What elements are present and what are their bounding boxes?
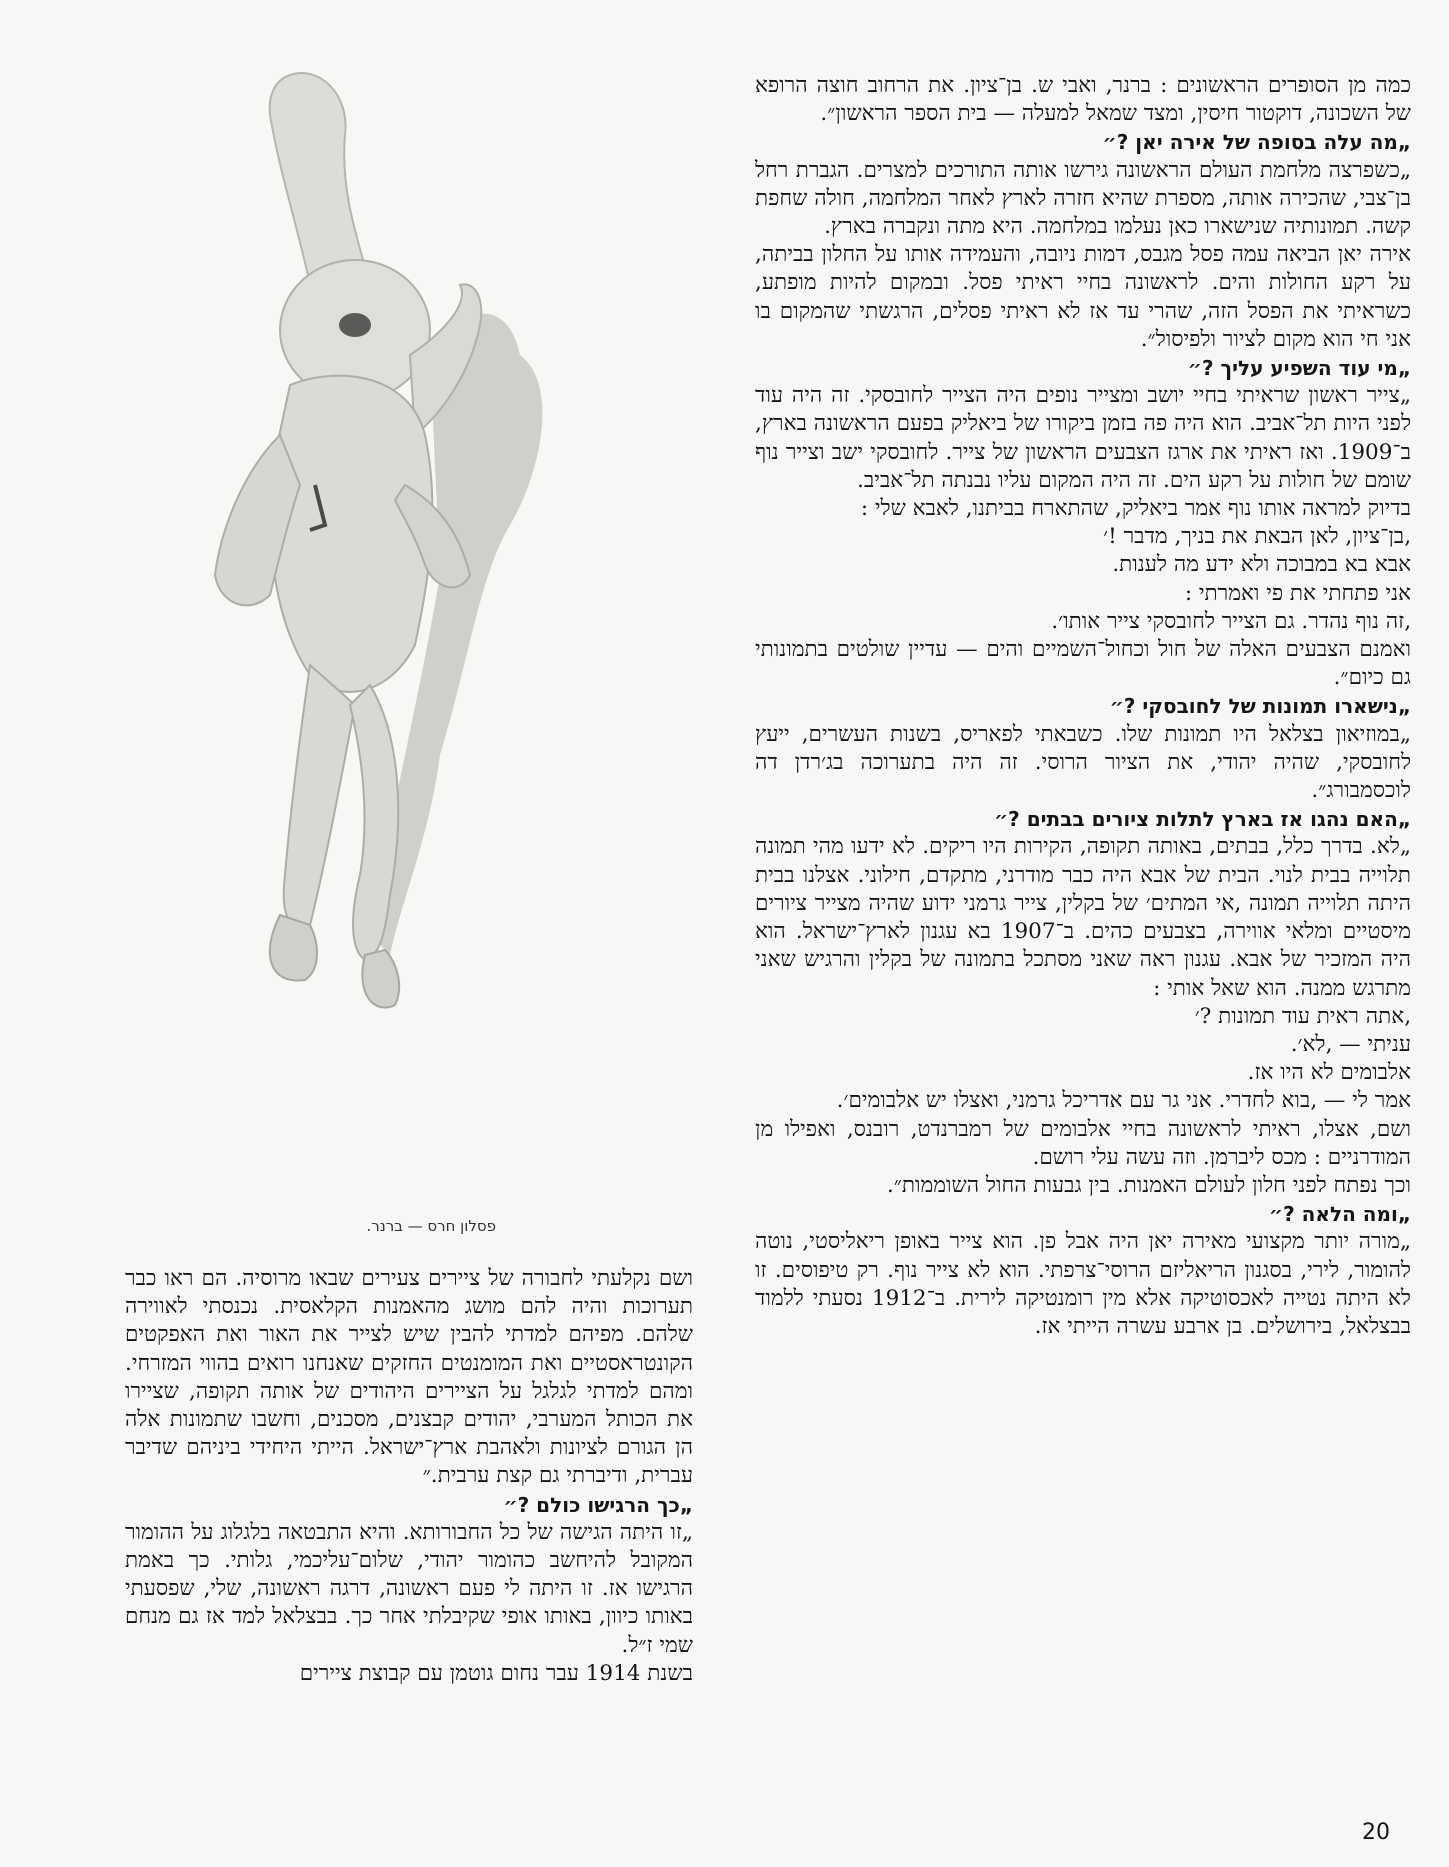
paragraph: „זו היתה הגישה של כל החבורותא. והיא התבטאה בלגלוג על ההומור המקובל להיחשב כהומור יהודי, שלום־עליכמי, גלותי. כך באמת הרגישו אז. זו היתה לי פעם ראשונה, דרגה ראשונה, שלי, שפסעתי באותו כיוון, באותו אופי שקיבלתי אחר כך. בבצלאל למד אז גם מנחם שמי ז״ל.: [125, 1519, 693, 1658]
paragraph: ‚זה נוף נהדר. גם הצייר לחובסקי צייר אותו׳.: [1051, 608, 1411, 634]
paragraph: בשנת 1914 עבר נחום גוטמן עם קבוצת ציירים: [299, 1660, 693, 1686]
paragraph: אבא בא במבוכה ולא ידע מה לענות.: [1112, 552, 1411, 578]
question-heading: „כך הרגישו כולם ?״: [503, 1492, 693, 1517]
paragraph: ואמנם הצבעים האלה של חול וכחול־השמיים והים — עדיין שולטים בתמונותי גם כיום״.: [755, 637, 1411, 691]
right-text-column: [755, 72, 1411, 1341]
paragraph: „צייר ראשון שראיתי בחיי יושב ומצייר נופים היה הצייר לחובסקי. זה היה עוד לפני היות תל־אביב. הוא היה פה בזמן ביקורו של ביאליק בפעם הראשונה בארץ, ב־1909. ואז ראיתי את ארגז הצבעים הראשון של צייר. לחובסקי ישב וצייר נוף שומם של חולות על רקע הים. זה היה המקום עליו נבנתה תל־אביב.: [755, 383, 1411, 493]
figure-caption: פסלון חרס — ברנר.: [366, 1217, 496, 1235]
paragraph: „מורה יותר מקצועי מאירה יאן היה אבל פן. הוא צייר באופן ריאליסטי, נוטה להומור, לירי, בסגנון הריאליזם הרוסי־צרפתי. הוא לא צייר נוף. רק טיפוסים. זו לא היתה נטייה לאכסוטיקה אלא מין רומנטיקה לירית. ב־1912 נסעתי ללמוד בבצלאל, בירושלים. בן ארבע עשרה הייתי אז.: [755, 1229, 1411, 1339]
question-heading: „מה עלה בסופה של אירה יאן ?״: [1102, 130, 1411, 155]
paragraph: בדיוק למראה אותו נוף אמר ביאליק, שהתארח בביתנו, לאבא שלי :: [860, 496, 1411, 522]
paragraph: ‚אתה ראית עוד תמונות ?׳: [1194, 1003, 1411, 1029]
question-heading: „מי עוד השפיע עליך ?״: [1187, 356, 1411, 381]
paragraph: וכך נפתח לפני חלון לעולם האמנות. בין גבעות החול השוממות״.: [886, 1172, 1411, 1198]
paragraph: „במוזיאון בצלאל היו תמונות שלו. כשבאתי לפאריס, בשנות העשרים, ייעץ לחובסקי, שהיה יהודי, את הציור הרוסי. זה היה בתערוכה בג׳רדן דה לוכסמבורג״.: [755, 721, 1411, 804]
paragraph: אירה יאן הביאה עמה פסל מגבס, דמות ניובה, והעמידה אותו על החלון בביתה, על רקע החולות והים. לראשונה בחיי ראיתי פסל. ובמקום להיות מופתע, כשראיתי את הפסל הזה, שהרי עד אז לא ראיתי פסלים, הרגשתי שהמקום בו אני חי הוא מקום לציור ולפיסול״.: [755, 242, 1411, 352]
paragraph: אמר לי — ‚בוא לחדרי. אני גר עם אדריכל גרמני, ואצלו יש אלבומים׳.: [836, 1088, 1411, 1114]
paragraph: אלבומים לא היו אז.: [1247, 1060, 1411, 1086]
paragraph: אני פתחתי את פי ואמרתי :: [1184, 580, 1411, 606]
left-text-column: [125, 1265, 693, 1688]
paragraph: עניתי — ‚לא׳.: [1290, 1031, 1411, 1057]
paragraph: כמה מן הסופרים הראשונים : ברנר, ואבי ש. בן־ציון. את הרחוב חוצה הרופא של השכונה, דוקטור חיסין, ומצד שמאל למעלה — בית הספר הראשון״.: [755, 73, 1411, 127]
paragraph: ושם נקלעתי לחבורה של ציירים צעירים שבאו מרוסיה. הם ראו כבר תערוכות והיה להם מושג מהאמנות הקלאסית. נכנסתי לאווירה שלהם. מפיהם למדתי להבין שיש לצייר את האור ואת האפקטים הקונטראסטיים ואת המומנטים החזקים שאנחנו רואים בהווי המזרחי. ומהם למדתי לגלגל על הציירים היהודים של אותה תקופה, שציירו את הכותל המערבי, יהודים קבצנים, מסכנים, וחשבו שתמונות אלה הן הגורם לציונות ולאהבת ארץ־ישראל. הייתי היחידי ביניהם שדיבר עברית, ודיברתי גם קצת ערבית.״: [125, 1266, 693, 1489]
paragraph: „כשפרצה מלחמת העולם הראשונה גירשו אותה התורכים למצרים. הגברת רחל בן־צבי, שהכירה אותה, מספרת שהיא חזרה לארץ לאחר המלחמה, חולה שחפת קשה. תמונותיה שנישארו כאן נעלמו במלחמה. היא מתה ונקברה בארץ.: [755, 157, 1411, 240]
question-heading: „נישארו תמונות של לחובסקי ?״: [1109, 694, 1411, 719]
paragraph: ושם, אצלו, ראיתי לראשונה בחיי אלבומים של רמברנדט, רובנס, ואפילו מן המודרניים : מכס ליברמן. וזה עשה עלי רושם.: [755, 1116, 1411, 1170]
question-heading: „ומה הלאה ?״: [1268, 1202, 1411, 1227]
paragraph: „לא. בדרך כלל, בבתים, באותה תקופה, הקירות היו ריקים. לא ידעו מהי תמונה תלוייה בבית לנוי. הבית של אבא היה כבר מודרני, מתקדם, חילוני. אצלנו בבית היתה תלוייה תמונה ‚אי המתים׳ של בקלין, צייר גרמני ידוע שהיה מצייר ציורים מיסטיים ומלאי אווירה, בצבעים כהים. ב־1907 בא עגנון לארץ־ישראל. הוא היה המזכיר של אבא. עגנון ראה שאני מסתכל בתמונה של בקלין והרגיש שאני מתרגש ממנה. הוא שאל אותי :: [755, 834, 1411, 1001]
page-number: 20: [1362, 1820, 1390, 1845]
question-heading: „האם נהגו אז בארץ לתלות ציורים בבתים ?״: [993, 807, 1411, 832]
paragraph: ‚בן־ציון, לאן הבאת את בניך, מדבר !׳: [1103, 524, 1411, 550]
clay-sculpture-photo: [140, 55, 620, 1140]
